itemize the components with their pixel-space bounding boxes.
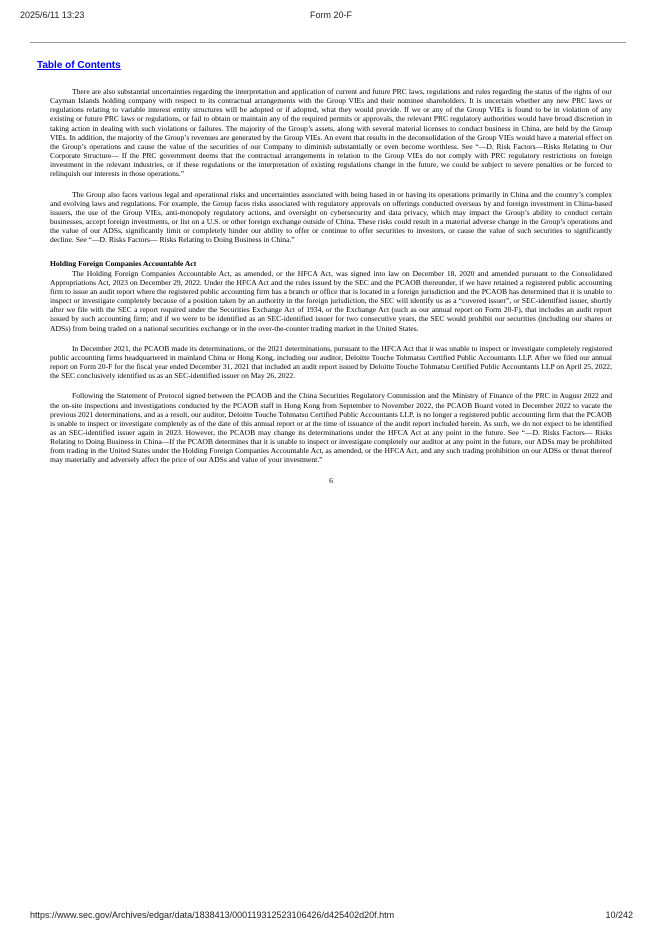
print-datetime: 2025/6/11 13:23 <box>20 10 85 20</box>
body-paragraph: In December 2021, the PCAOB made its determinations, or the 2021 determinations, pursuant to the HFCA Act that it was unable to inspect or investigate completely registered public accounting firms headquartered in mainland China or Hong Kong, including our auditor, Deloitte Touche Tohmatsu Certified Public Accountants LLP. After we filed our annual report on Form 20-F for the fiscal year ended December 31, 2021 that included an audit report issued by Deloitte Touche Tohmatsu Certified Public Accountants LLP on April 25, 2022, the SEC conclusively identified us as an SEC-identified issuer on May 26, 2022. <box>50 343 612 381</box>
footer-page-count: 10/242 <box>605 910 633 920</box>
body-paragraph: The Group also faces various legal and operational risks and uncertainties associated with being based in or having its operations primarily in China and the country’s complex and evolving laws and regulations. For example, the Group faces risks associated with regulatory approvals on offerings conducted overseas by and foreign investment in China-based issuers, the use of the Group VIEs, anti-monopoly regulatory actions, and oversight on cybersecurity and data privacy, which may impact the Group’s ability to conduct certain businesses, accept foreign investments, or list on a U.S. or other foreign exchange outside of China. These risks could result in a material adverse change in the Group’s operations and the value of our ADSs, significantly limit or completely hinder our ability to offer or continue to offer securities to investors, or cause the value of such securities to significantly decline. See “—D. Risks Factors— Risks Relating to Doing Business in China.” <box>50 189 612 245</box>
section-heading: Holding Foreign Companies Accountable Act <box>50 258 197 268</box>
body-paragraph: Following the Statement of Protocol signed between the PCAOB and the China Securities Regulatory Commission and the Ministry of Finance of the PRC in August 2022 and the on-site inspections and investigations conducted by the PCAOB staff in Hong Kong from September to November 2022, the PCAOB Board voted in December 2022 to vacate the previous 2021 determinations, and as a result, our auditor, Deloitte Touche Tohmatsu Certified Public Accountants LLP, is no longer a registered public accounting firm that the PCAOB is unable to inspect or investigate completely as of the date of this annual report or at the time of issuance of the audit report included herein. As such, we do not expect to be identified as an SEC-identified issuer again in 2023. However, the PCAOB may change its determinations under the HFCA Act at any point in the future. See “—D. Risks Factors— Risks Relating to Doing Business in China—If the PCAOB determines that it is unable to inspect or investigate completely our auditor at any point in the future, our ADSs may be prohibited from trading in the United States under the Holding Foreign Companies Accountable Act, as amended, or the HFCA Act, and any such trading prohibition on our ADSs or threat thereof may materially and adversely affect the price of our ADSs and value of your investment.” <box>50 391 612 465</box>
page-number: 6 <box>329 475 333 485</box>
body-paragraph: The Holding Foreign Companies Accountable Act, as amended, or the HFCA Act, was signed into law on December 18, 2020 and amended pursuant to the Consolidated Appropriations Act, 2023 on December 29, 2022. Under the HFCA Act and the rules issued by the SEC and the PCAOB thereunder, if we have retained a registered public accounting firm to issue an audit report where the registered public accounting firm has a branch or office that is located in a foreign jurisdiction and the PCAOB has determined that it is unable to inspect or investigate completely because of a position taken by an authority in the foreign jurisdiction, the SEC will identify us as a “covered issuer”, or SEC-identified issuer, shortly after we file with the SEC a report required under the Securities Exchange Act of 1934, or the Exchange Act (such as our annual report on Form 20-F), that includes an audit report issued by such accounting firm; and if we were to be identified as an SEC-identified issuer for two consecutive years, the SEC would prohibit our securities (including our shares or ADSs) from being traded on a national securities exchange or in the over-the-counter trading market in the United States. <box>50 268 612 333</box>
header-divider <box>30 42 626 43</box>
footer-url: https://www.sec.gov/Archives/edgar/data/1838413/000119312523106426/d425402d20f.htm <box>30 910 395 920</box>
body-paragraph: There are also substantial uncertainties regarding the interpretation and application of current and future PRC laws, regulations and rules regarding the status of the rights of our Cayman Islands holding company with respect to its contractual arrangements with the Group VIEs and their nominee shareholders. It is uncertain whether any new PRC laws or regulations relating to variable interest entity structures will be adopted or if adopted, what they would provide. If we or any of the Group VIEs is found to be in violation of any existing or future PRC laws or regulations, or fail to obtain or maintain any of the required permits or approvals, the relevant PRC regulatory authorities would have broad discretion in taking action in dealing with such violations or failures. The majority of the Group’s assets, along with several material licenses to conduct business in China, are held by the Group VIEs. In addition, the majority of the Group’s revenues are generated by the Group VIEs. An event that results in the deconsolidation of the Group VIEs would have a material effect on the Group’s operations and cause the value of the securities of our Company to diminish substantially or even become worthless. See “—D. Risk Factors—Risks Relating to Our Corporate Structure— If the PRC government deems that the contractual arrangements in relation to the Group VIEs do not comply with PRC regulatory restrictions on foreign investment in the relevant industries, or if these regulations or the interpretation of existing regulations change in the future, we could be subject to severe penalties or be forced to relinquish our interests in those operations.” <box>50 87 612 179</box>
print-page-title: Form 20-F <box>309 10 352 20</box>
document-body <box>50 87 612 496</box>
table-of-contents-link[interactable]: Table of Contents <box>37 60 121 71</box>
